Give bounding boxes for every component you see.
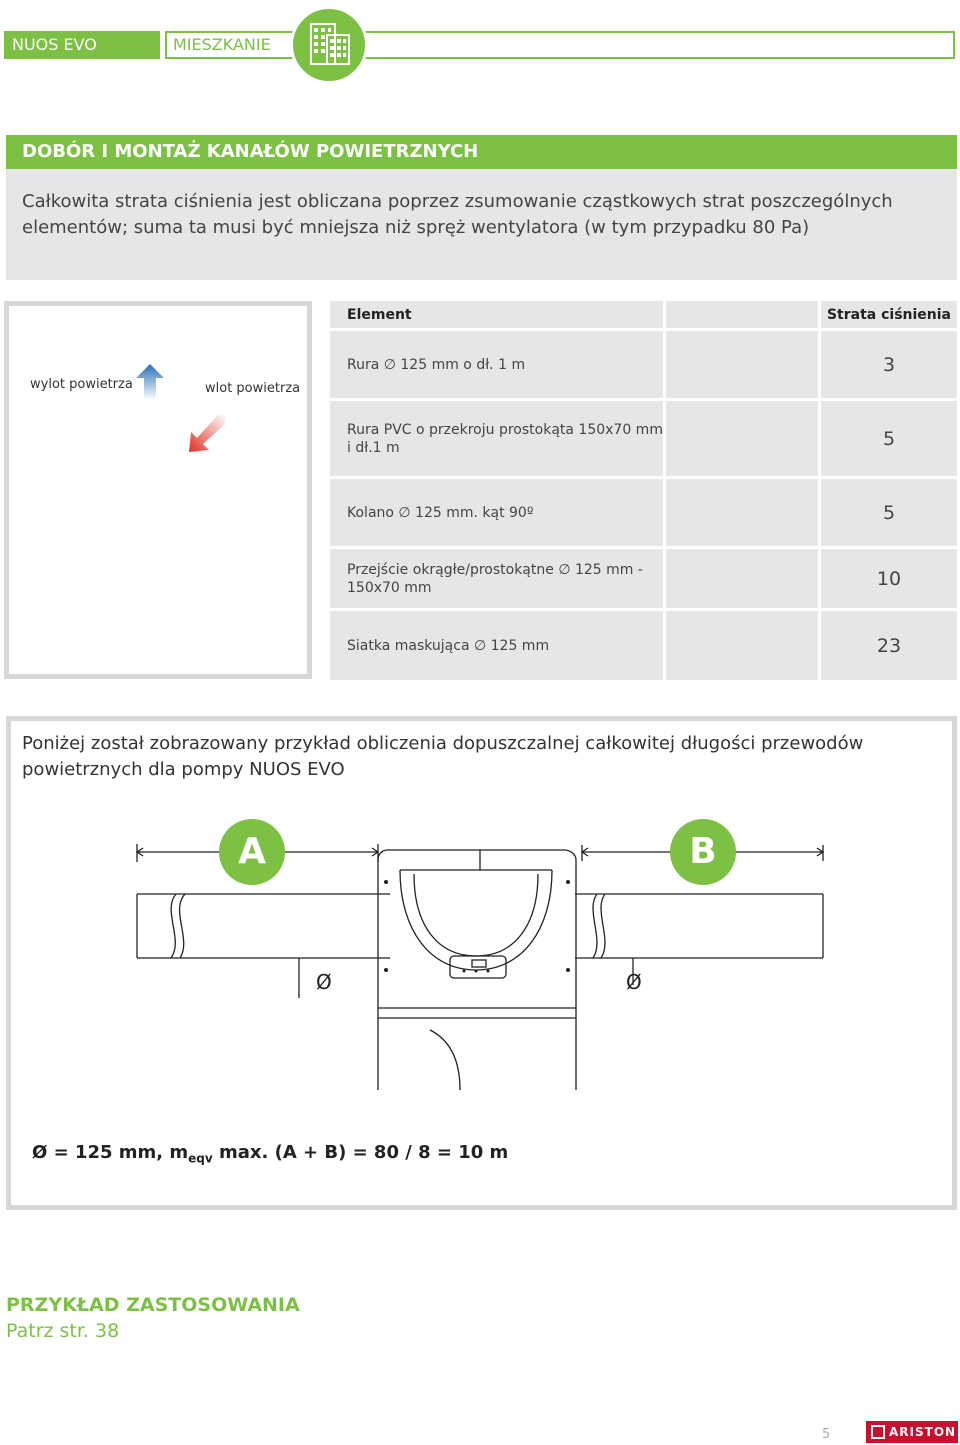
table-header-row	[330, 301, 957, 328]
table-row	[330, 401, 957, 476]
formula-part2: max. (A + B) = 80 / 8 = 10 m	[212, 1142, 509, 1163]
row-element: Rura ∅ 125 mm o dł. 1 m	[330, 331, 663, 398]
row-element: Rura PVC o przekroju prostokąta 150x70 mm i dł.1 m	[330, 401, 663, 476]
row-spacer	[666, 611, 818, 680]
table-row	[330, 479, 957, 546]
formula-part1: Ø = 125 mm, m	[32, 1142, 189, 1163]
diameter-symbol-left: Ø	[316, 970, 332, 994]
example-title: PRZYKŁAD ZASTOSOWANIA	[6, 1294, 300, 1316]
category-tab: MIESZKANIE	[165, 31, 955, 59]
row-loss: 5	[821, 479, 957, 546]
inlet-arrow-icon	[185, 410, 229, 454]
row-spacer	[666, 549, 818, 608]
section-title: DOBÓR I MONTAŻ KANAŁÓW POWIETRZNYCH	[6, 135, 957, 169]
outlet-label: wylot powietrza	[30, 377, 133, 392]
length-badge-a: A	[219, 819, 285, 885]
header-spacer	[666, 301, 818, 328]
airflow-diagram	[4, 301, 312, 679]
outlet-arrow-icon	[130, 362, 170, 402]
row-element: Przejście okrągłe/prostokątne ∅ 125 mm - 150x70 mm	[330, 549, 663, 608]
example-intro: Poniżej został zobrazowany przykład obliczenia dopuszczalnej całkowitej długości przewodów powietrznych dla pompy NUOS EVO	[22, 733, 864, 780]
row-element: Kolano ∅ 125 mm. kąt 90º	[330, 479, 663, 546]
table-row	[330, 611, 957, 680]
row-loss: 5	[821, 401, 957, 476]
brand-logo	[866, 1421, 958, 1443]
row-spacer	[666, 331, 818, 398]
page-number: 5	[822, 1427, 831, 1442]
row-loss: 10	[821, 549, 957, 608]
diameter-symbol-right: Ø	[626, 970, 642, 994]
length-badge-b: B	[670, 819, 736, 885]
section-intro: Całkowita strata ciśnienia jest obliczana poprzez zsumowanie cząstkowych strat poszczególnych elementów; suma ta musi być mniejsza niż spręż wentylatora (w tym przypadku 80 Pa)	[6, 169, 957, 280]
row-spacer	[666, 401, 818, 476]
row-element: Siatka maskująca ∅ 125 mm	[330, 611, 663, 680]
product-tab: NUOS EVO	[4, 31, 160, 59]
row-loss: 3	[821, 331, 957, 398]
row-spacer	[666, 479, 818, 546]
example-reference[interactable]: Patrz str. 38	[6, 1320, 120, 1342]
calculation-formula	[32, 1142, 508, 1166]
inlet-label: wlot powietrza	[205, 381, 301, 396]
header-element: Element	[330, 301, 663, 328]
table-row	[330, 331, 957, 398]
row-loss: 23	[821, 611, 957, 680]
building-icon	[290, 6, 368, 84]
formula-subscript: eqv	[188, 1151, 213, 1166]
brand-name: ARISTON	[889, 1425, 957, 1439]
header-loss: Strata ciśnienia	[821, 301, 957, 328]
heat-pump-drawing	[130, 830, 600, 1090]
logo-mark-icon	[871, 1425, 885, 1439]
table-row	[330, 549, 957, 608]
